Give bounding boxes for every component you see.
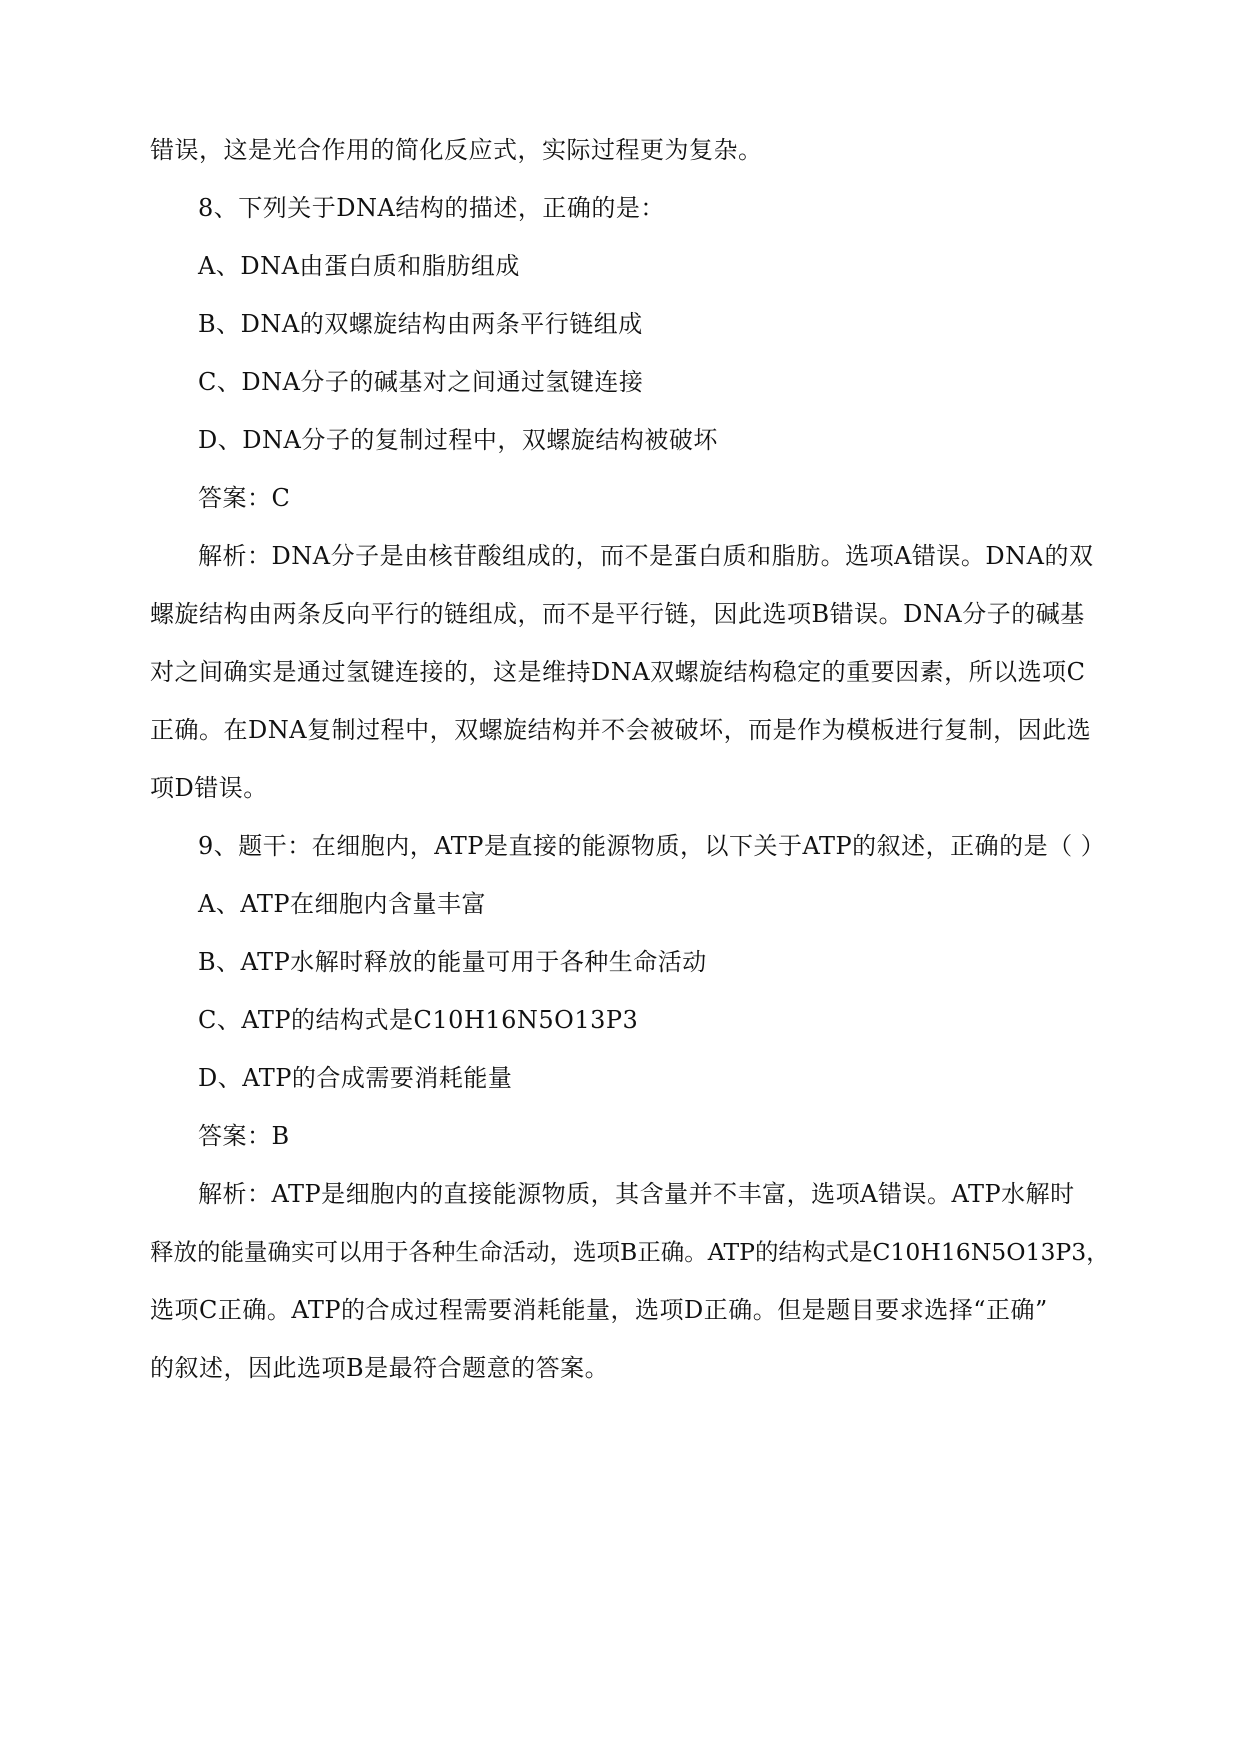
question-9-explanation-line: 释放的能量确实可以用于各种生命活动，选项B正确。ATP的结构式是C10H16N5O13P3， bbox=[150, 1238, 1110, 1266]
question-8-explanation-line: 正确。在DNA复制过程中，双螺旋结构并不会被破坏，而是作为模板进行复制，因此选 bbox=[150, 716, 1092, 744]
question-8-option-d: D、DNA分子的复制过程中，双螺旋结构被破坏 bbox=[198, 426, 718, 454]
question-9-answer: 答案：B bbox=[198, 1122, 290, 1150]
question-9-explanation-line: 解析：ATP是细胞内的直接能源物质，其含量并不丰富，选项A错误。ATP水解时 bbox=[198, 1180, 1075, 1208]
question-8-option-c: C、DNA分子的碱基对之间通过氢键连接 bbox=[198, 368, 644, 396]
question-9-stem: 9、题干：在细胞内，ATP是直接的能源物质，以下关于ATP的叙述，正确的是（ ） bbox=[198, 832, 1106, 860]
question-8-explanation-line: 螺旋结构由两条反向平行的链组成，而不是平行链，因此选项B错误。DNA分子的碱基 bbox=[150, 600, 1085, 628]
question-9-option-a: A、ATP在细胞内含量丰富 bbox=[198, 890, 487, 918]
question-8-explanation-line: 对之间确实是通过氢键连接的，这是维持DNA双螺旋结构稳定的重要因素，所以选项C bbox=[150, 658, 1086, 686]
question-8-stem: 8、下列关于DNA结构的描述，正确的是： bbox=[198, 194, 665, 222]
question-8-option-b: B、DNA的双螺旋结构由两条平行链组成 bbox=[198, 310, 643, 338]
question-8-answer: 答案：C bbox=[198, 484, 291, 512]
question-9-explanation-line: 选项C正确。ATP的合成过程需要消耗能量，选项D正确。但是题目要求选择“正确” bbox=[150, 1296, 1048, 1324]
question-9-option-b: B、ATP水解时释放的能量可用于各种生命活动 bbox=[198, 948, 707, 976]
question-9-option-d: D、ATP的合成需要消耗能量 bbox=[198, 1064, 513, 1092]
question-8-explanation-line: 解析：DNA分子是由核苷酸组成的，而不是蛋白质和脂肪。选项A错误。DNA的双 bbox=[198, 542, 1094, 570]
question-9-option-c: C、ATP的结构式是C10H16N5O13P3 bbox=[198, 1006, 639, 1034]
continuation-text: 错误，这是光合作用的简化反应式，实际过程更为复杂。 bbox=[150, 136, 763, 164]
question-8-explanation-line: 项D错误。 bbox=[150, 774, 268, 802]
question-9-explanation-line: 的叙述，因此选项B是最符合题意的答案。 bbox=[150, 1354, 610, 1382]
question-8-option-a: A、DNA由蛋白质和脂肪组成 bbox=[198, 252, 520, 280]
